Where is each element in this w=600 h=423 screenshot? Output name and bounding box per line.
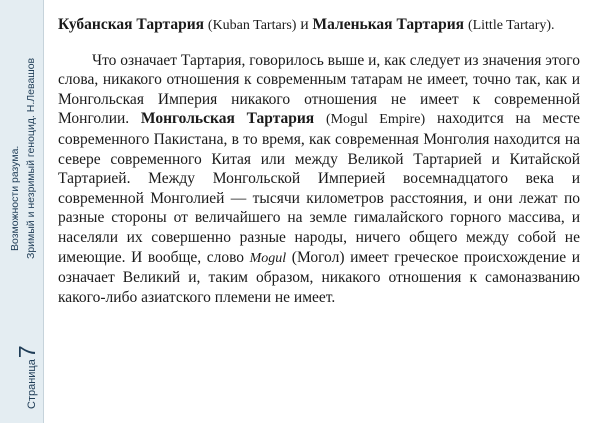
header-subtitle: Возможности разума. xyxy=(9,145,21,251)
page-label: Страница xyxy=(26,359,38,409)
term-little-tartary: Маленькая Тартария xyxy=(312,16,465,33)
page-content xyxy=(58,15,580,307)
main-text-part1: Что означает Тартария, говорилось выше и, как следует из значения этого слова, никакого отношения к современным татарам не имеет, точно так, как и Монгольская Империя никакого отношения не имеет к современной Монголии. xyxy=(58,51,580,128)
sidebar-rotated-text xyxy=(0,0,44,423)
term-kuban-gloss: (Kuban Tartars) xyxy=(207,18,297,33)
main-paragraph xyxy=(58,51,580,308)
term-kuban-tartary: Кубанская Тартария xyxy=(58,16,205,33)
page-sidebar xyxy=(0,0,44,423)
page-number-block xyxy=(16,345,43,409)
word-mogul: Mogul xyxy=(249,250,287,266)
page-number: 7 xyxy=(14,345,40,359)
book-title: Зримый и незримый геноцид. Н.Левашов xyxy=(25,57,37,259)
term-little-gloss: (Little Tartary). xyxy=(467,18,555,33)
intro-paragraph xyxy=(58,15,580,36)
conjunction: и xyxy=(300,16,309,33)
term-mogul-tartary: Монгольская Тартария xyxy=(140,110,315,128)
main-text-part3: (Могол) имеет греческое происхождение и означает Великий и, таким образом, никакого отношения к самоназванию какого-либо азиатского племени не имеет. xyxy=(58,248,581,306)
term-mogul-gloss: (Mogul Empire) xyxy=(325,112,426,128)
main-text-part2: находится на месте современного Пакистана, в то время, как современная Монголия находится на севере современного Китая или между Великой Тартарией и Китайской Тартарией. Между Монгольской Империей восемнадцатого века и современной Монголией — тысячи километров расстояния, и они лежат по разные стороны от величайшего на земле гималайского горного массива, и населяли их совершенно разные народы, ничего общего между собой не имеющие. И вообще, слово xyxy=(58,110,581,266)
